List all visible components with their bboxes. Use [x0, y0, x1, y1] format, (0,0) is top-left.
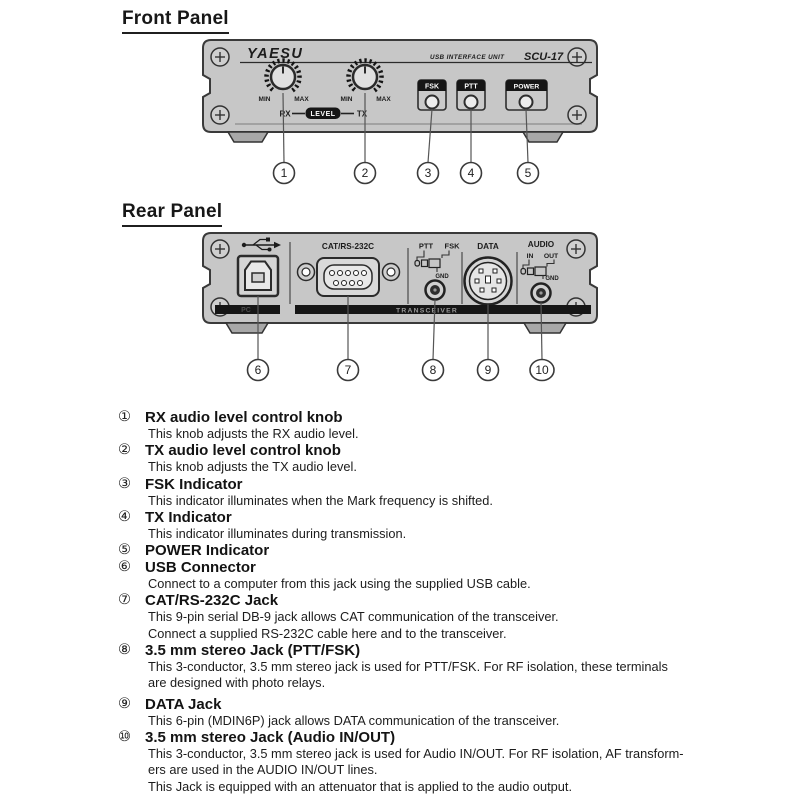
list-item	[118, 696, 698, 729]
callout-6: 6	[254, 363, 262, 377]
item-desc: This knob adjusts the RX audio level.	[148, 426, 359, 441]
list-item	[118, 592, 698, 642]
screw-icon	[568, 106, 586, 124]
model-label: SCU-17	[524, 51, 564, 63]
gnd-label: GND	[435, 274, 449, 280]
fsk-label: FSK	[444, 241, 460, 251]
yaesu-logo: YAESU	[247, 46, 304, 62]
audio-jack	[532, 284, 551, 303]
item-number: ⑥	[118, 559, 131, 576]
list-item	[118, 542, 698, 559]
fsk-indicator	[418, 80, 446, 110]
list-item	[118, 559, 698, 592]
item-title: 3.5 mm stereo Jack (Audio IN/OUT)	[145, 728, 396, 746]
item-desc: This indicator illuminates during transmission.	[148, 525, 407, 541]
callout-2: 2	[361, 166, 369, 180]
panel-foot	[523, 132, 563, 142]
item-desc: This knob adjusts the TX audio level.	[148, 459, 357, 475]
gnd-label: GND	[545, 276, 559, 282]
ptt-label: PTT	[418, 241, 434, 251]
item-desc: This indicator illuminates when the Mark frequency is shifted.	[148, 492, 493, 508]
max-label: MAX	[294, 96, 309, 103]
list-item	[118, 442, 698, 475]
item-desc: are designed with photo relays.	[148, 675, 326, 691]
item-number: ③	[118, 475, 131, 492]
component-description-list	[118, 409, 698, 795]
callout-1: 1	[280, 166, 288, 180]
ptt-fsk-jack	[426, 281, 445, 300]
item-desc: Connect a supplied RS-232C cable here and to the transceiver.	[148, 625, 507, 641]
callout-7: 7	[344, 363, 352, 377]
ptt-indicator	[457, 80, 485, 110]
item-desc: ers are used in the AUDIO IN/OUT lines.	[148, 762, 378, 778]
tx-label: TX	[356, 109, 368, 119]
front-panel-heading: Front Panel	[122, 8, 229, 34]
ptt-badge: PTT	[464, 83, 478, 91]
fsk-led	[426, 96, 439, 109]
max-label: MAX	[376, 96, 391, 103]
mdin6-connector	[465, 258, 512, 305]
item-title: USB Connector	[145, 559, 256, 577]
item-title: TX audio level control knob	[145, 442, 341, 460]
panel-foot	[524, 323, 566, 333]
item-desc: This Jack is equipped with an attenuator that is applied to the audio output.	[148, 778, 572, 794]
unit-type-label: USB INTERFACE UNIT	[430, 54, 505, 61]
item-title: 3.5 mm stereo Jack (PTT/FSK)	[145, 642, 361, 660]
screw-icon	[567, 240, 585, 258]
screw-icon	[211, 48, 229, 66]
list-item	[118, 476, 698, 509]
rear-panel-heading: Rear Panel	[122, 201, 222, 227]
item-number: ⑤	[118, 542, 131, 559]
callout-10: 10	[535, 363, 549, 377]
item-number: ⑦	[118, 592, 131, 609]
screw-icon	[568, 48, 586, 66]
item-number: ⑧	[118, 642, 131, 659]
item-desc: This 3-conductor, 3.5 mm stereo jack is used for PTT/FSK. For RF isolation, these terminals	[148, 659, 668, 675]
item-number: ⑨	[118, 695, 131, 712]
ptt-led	[465, 96, 478, 109]
item-desc: This 6-pin (MDIN6P) jack allows DATA communication of the transceiver.	[148, 712, 560, 728]
item-title: FSK Indicator	[145, 475, 243, 493]
item-title: CAT/RS-232C Jack	[145, 592, 279, 610]
min-label: MIN	[258, 96, 271, 103]
data-label: DATA	[477, 242, 499, 251]
item-number: ④	[118, 508, 131, 525]
usb-b-connector	[238, 256, 278, 296]
list-item	[118, 409, 698, 442]
screw-icon	[211, 106, 229, 124]
callout-5: 5	[524, 166, 532, 180]
item-title: DATA Jack	[145, 695, 222, 713]
callout-3: 3	[424, 166, 432, 180]
min-label: MIN	[340, 96, 353, 103]
transceiver-label: TRANSCEIVER	[396, 307, 458, 315]
list-item	[118, 509, 698, 542]
item-desc: This 3-conductor, 3.5 mm stereo jack is used for Audio IN/OUT. For RF isolation, AF transform-	[148, 745, 684, 761]
item-title: RX audio level control knob	[145, 409, 343, 426]
audio-label: AUDIO	[527, 240, 555, 249]
level-badge: LEVEL	[310, 111, 336, 118]
power-badge: POWER	[513, 83, 540, 91]
pc-label: PC	[241, 307, 251, 314]
front-panel-diagram	[190, 35, 610, 192]
screw-icon	[211, 240, 229, 258]
list-item	[118, 642, 698, 692]
panel-foot	[228, 132, 268, 142]
rear-panel-diagram	[190, 228, 610, 390]
item-number: ⑩	[118, 728, 131, 745]
item-number: ②	[118, 442, 131, 459]
rx-label: RX	[279, 109, 291, 119]
callout-4: 4	[467, 166, 475, 180]
callout-8: 8	[429, 363, 437, 377]
item-desc: Connect to a computer from this jack using the supplied USB cable.	[148, 576, 531, 592]
audio-out-label: OUT	[543, 253, 559, 260]
power-led	[520, 96, 533, 109]
panel-foot	[226, 323, 268, 333]
list-item	[118, 729, 698, 795]
item-number: ①	[118, 409, 131, 425]
callout-9: 9	[484, 363, 492, 377]
power-indicator	[506, 80, 547, 110]
cat-rs232c-label: CAT/RS-232C	[321, 242, 375, 251]
item-title: POWER Indicator	[145, 542, 270, 560]
item-title: TX Indicator	[145, 508, 232, 526]
fsk-badge: FSK	[425, 83, 439, 91]
audio-in-label: IN	[526, 253, 534, 260]
item-desc: This 9-pin serial DB-9 jack allows CAT communication of the transceiver.	[148, 609, 559, 625]
